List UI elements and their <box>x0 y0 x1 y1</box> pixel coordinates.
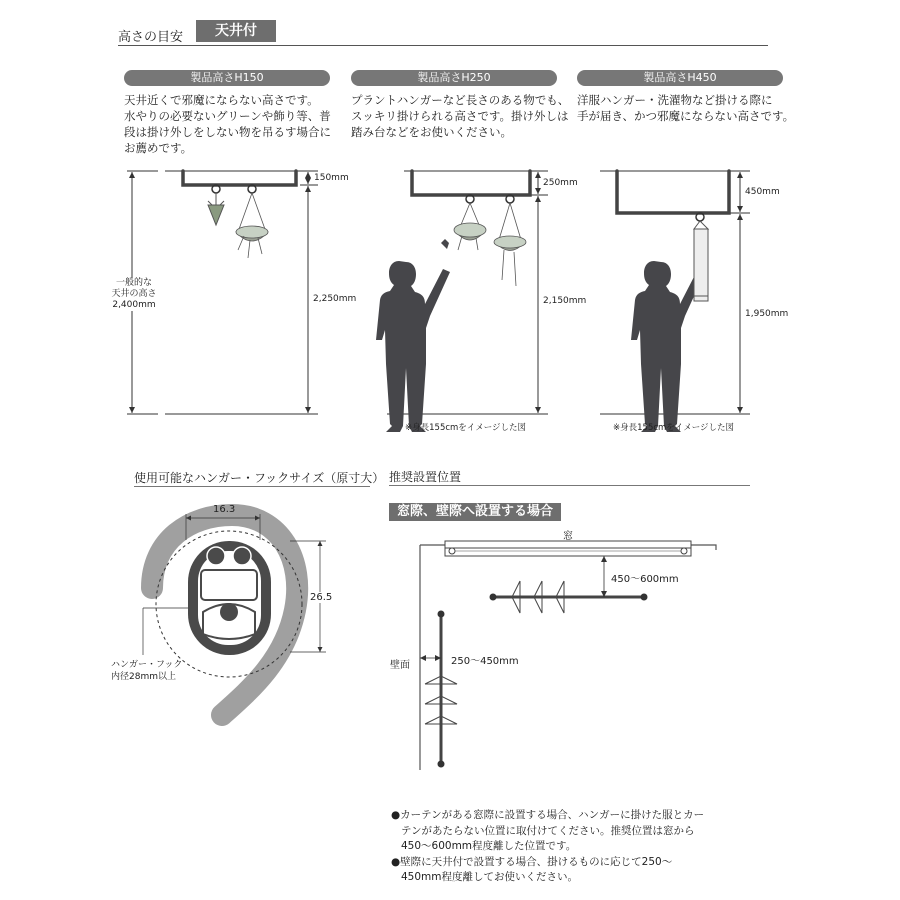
hanging-plant-icon <box>454 203 486 250</box>
h250-floor-gap: 2,150mm <box>543 296 587 306</box>
product-desc-h250: プラントハンガーなど長さのある物でも、 スッキリ掛けられる高さです。掛け外しは 踏み台などをお使いください。 <box>351 93 570 139</box>
ceiling-height-label: 一般的な 天井の高さ 2,400mm <box>103 278 165 311</box>
hanging-herbs-icon <box>208 193 224 225</box>
hanger-size-divider <box>134 486 370 487</box>
recommend-title: 推奨設置位置 <box>389 470 462 484</box>
h450-floor-gap: 1,950mm <box>745 309 789 319</box>
hook-requirement-label: ハンガー・フック 内径28mm以上 <box>111 660 183 682</box>
note-wall: ●壁際に天井付で設置する場合、掛けるものに応じて250〜 450mm程度離してお使いください。 <box>391 855 673 883</box>
page-title: 高さの目安 <box>118 30 184 45</box>
towel-icon <box>694 221 708 301</box>
product-desc-h150: 天井近くで邪魔にならない高さです。 水やりの必要ないグリーンや飾り等、普 段は掛け外しをしない物を吊るす場合に お薦めです。 <box>124 93 331 155</box>
wall-label: 壁面 <box>390 660 410 671</box>
rail-h150 <box>183 171 296 185</box>
product-label-h150: 製品高さH150 <box>124 70 330 86</box>
height-note: ※身長155cmをイメージした図 <box>613 423 735 433</box>
recommend-divider <box>389 485 750 486</box>
rail-h250 <box>412 171 530 195</box>
product-label-h450: 製品高さH450 <box>577 70 783 86</box>
note-window: ●カーテンがある窓際に設置する場合、ハンガーに掛けた服とカー テンがあたらない位置に取付けてください。推奨位置は窓から 450〜600mm程度離した位置です。 <box>391 809 705 852</box>
hanger-size-title: 使用可能なハンガー・フックサイズ（原寸大） <box>134 471 385 485</box>
product-label-h250: 製品高さH250 <box>351 70 557 86</box>
height-note: ※身長155cmをイメージした図 <box>405 423 527 433</box>
hanger-height-label: 26.5 <box>310 592 333 603</box>
h150-top-gap: 150mm <box>314 173 349 183</box>
rail-h450 <box>617 171 729 213</box>
product-desc-h450: 洋服ハンガー・洗濯物など掛ける際に 手が届き、かつ邪魔にならない高さです。 <box>577 93 795 123</box>
installation-notes <box>391 808 751 886</box>
window-label: 窓 <box>563 531 573 542</box>
h450-top-gap: 450mm <box>745 187 780 197</box>
hanger-width-label: 16.3 <box>213 504 236 515</box>
wall-distance-label: 250〜450mm <box>451 656 519 667</box>
window-distance-label: 450〜600mm <box>611 574 679 585</box>
installation-banner: 窓際、壁際へ設置する場合 <box>389 503 561 521</box>
person-silhouette-icon <box>376 261 450 432</box>
hook-diagram <box>143 514 326 715</box>
mount-type-tag: 天井付 <box>196 20 276 42</box>
hanging-plant-icon <box>494 203 526 286</box>
hanging-plant-icon <box>236 193 268 258</box>
h150-floor-gap: 2,250mm <box>313 294 357 304</box>
h250-top-gap: 250mm <box>543 178 578 188</box>
